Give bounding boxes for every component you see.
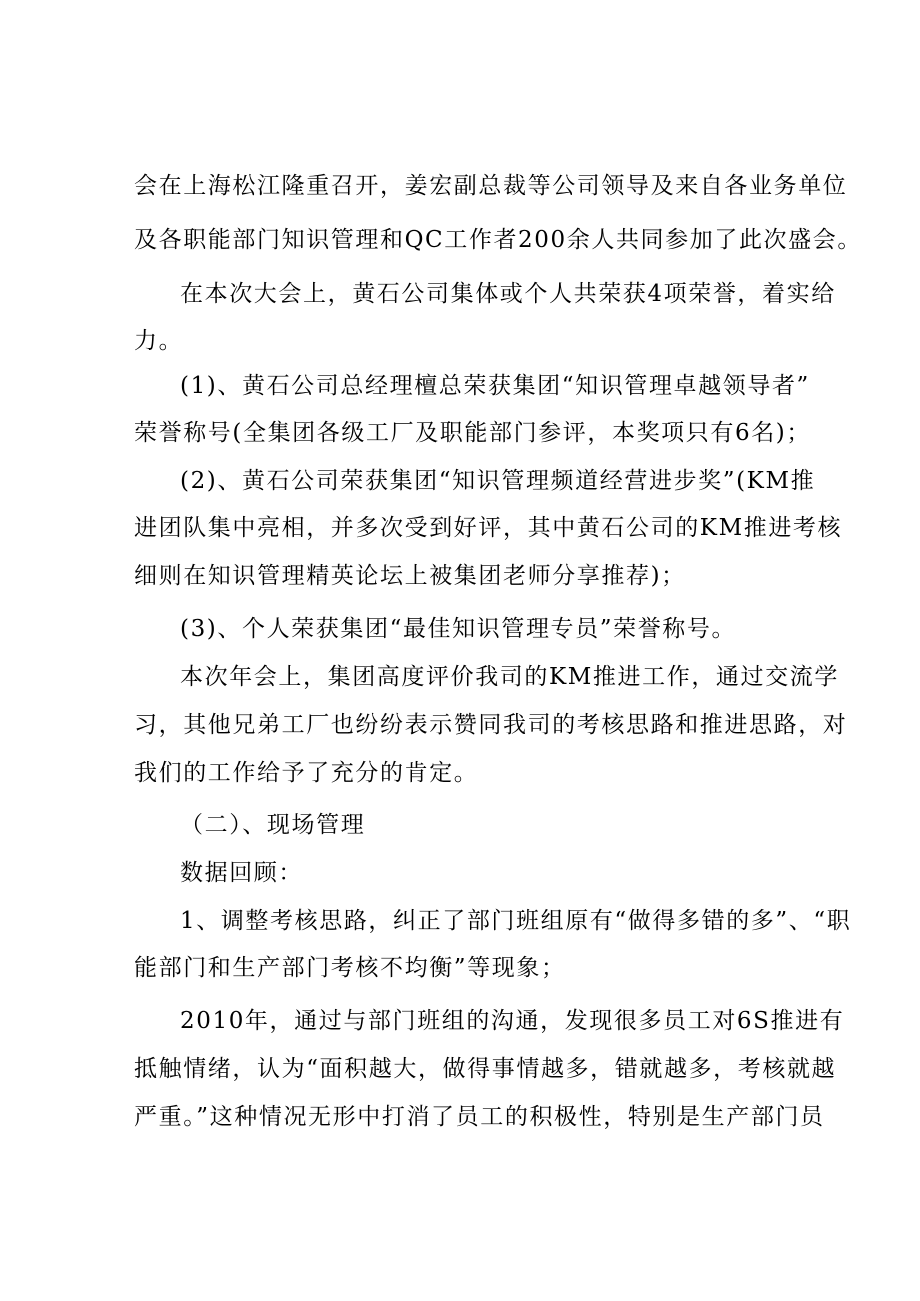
text-line: 能部门和生产部门考核不均衡”等现象； — [134, 955, 566, 981]
text-line: (1)、黄石公司总经理檀总荣获集团“知识管理卓越领导者” — [180, 373, 810, 399]
text-line: 细则在知识管理精英论坛上被集团老师分享推荐)； — [134, 563, 686, 589]
text-line: (2)、黄石公司荣获集团“知识管理频道经营进步奖”(KM推 — [180, 468, 816, 494]
text-line: 数据回顾： — [180, 860, 303, 886]
section-heading: （二）、现场管理 — [180, 812, 366, 838]
text-line: 荣誉称号(全集团各级工厂及职能部门参评，本奖项只有6名)； — [134, 420, 811, 446]
text-line: 严重。”这种情况无形中打消了员工的积极性，特别是生产部门员 — [134, 1104, 825, 1130]
text-line: 进团队集中亮相，并多次受到好评，其中黄石公司的KM推进考核 — [134, 515, 843, 541]
text-line: 抵触情绪，认为“面积越大，做得事情越多，错就越多，考核就越 — [134, 1056, 837, 1082]
text-line: 力。 — [134, 328, 184, 354]
text-line: 1、调整考核思路，纠正了部门班组原有“做得多错的多”、“职 — [180, 908, 852, 934]
text-line: 会在上海松江隆重召开，姜宏副总裁等公司领导及来自各业务单位 — [134, 173, 848, 199]
text-line: 习，其他兄弟工厂也纷纷表示赞同我司的考核思路和推进思路，对 — [134, 712, 848, 738]
text-line: (3)、个人荣获集团“最佳知识管理专员”荣誉称号。 — [180, 616, 737, 642]
text-line: 及各职能部门知识管理和QC工作者200余人共同参加了此次盛会。 — [134, 227, 862, 253]
text-line: 在本次大会上，黄石公司集体或个人共荣获4项荣誉，着实给 — [180, 281, 836, 307]
text-line: 2010年，通过与部门班组的沟通，发现很多员工对6S推进有 — [180, 1008, 845, 1034]
text-line: 我们的工作给予了充分的肯定。 — [134, 760, 479, 786]
text-line: 本次年会上，集团高度评价我司的KM推进工作，通过交流学 — [180, 664, 839, 690]
